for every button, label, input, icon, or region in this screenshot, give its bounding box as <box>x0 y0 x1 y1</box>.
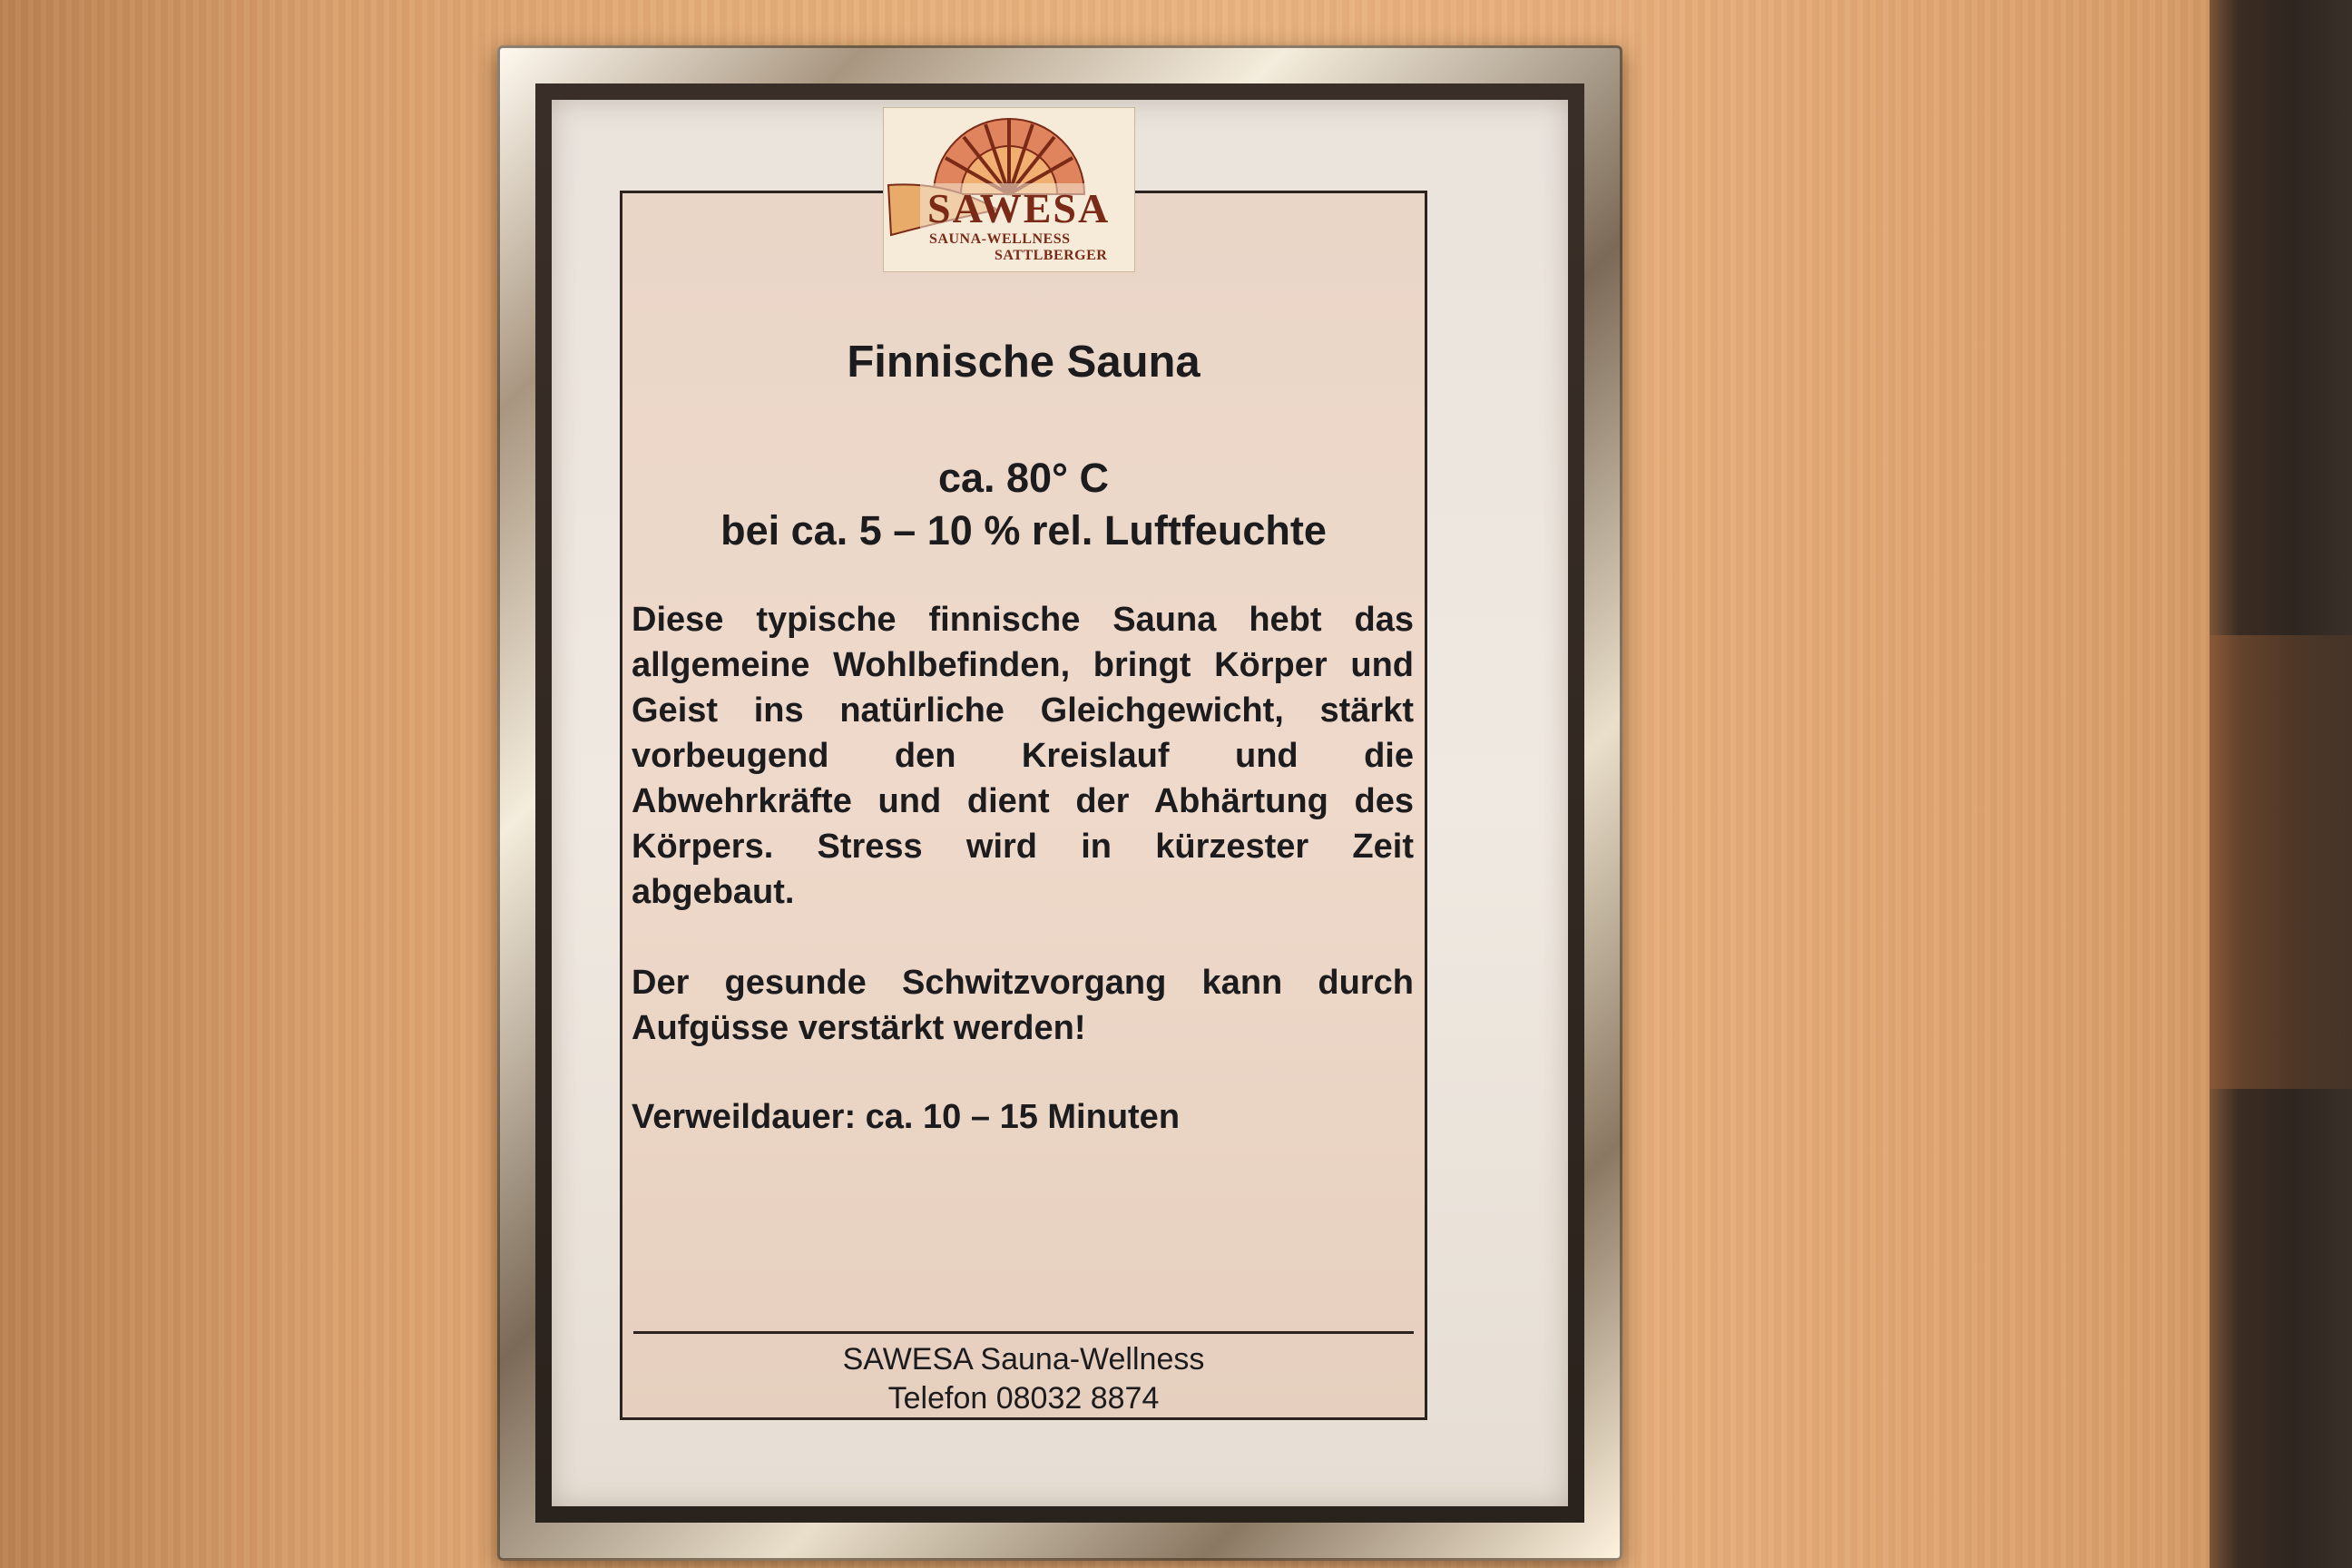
picture-frame <box>497 45 1622 1561</box>
footer-divider <box>633 1331 1414 1334</box>
footer-company: SAWESA Sauna-Wellness <box>842 1342 1205 1377</box>
humidity: bei ca. 5 – 10 % rel. Luftfeuchte <box>720 507 1327 554</box>
footer <box>622 1340 1425 1418</box>
door-gap-reflection <box>2210 635 2352 1089</box>
sign-title: Finnische Sauna <box>847 338 1200 387</box>
info-sheet <box>620 185 1427 1420</box>
logo-wordmark: SAWESA <box>927 185 1111 231</box>
passepartout-mat <box>552 100 1568 1506</box>
description-paragraph: Diese typische finnische Sauna hebt das allgemeine Wohlbefinden, bringt Körper und Geist ins natürliche Gleichgewicht, stärkt vorbeugend den Kreislauf und die Abwehrkräfte und dient der Abhärtung des Körpers. Stress wird in kürzester Zeit abgebaut. <box>632 601 1414 911</box>
frame-inner-edge <box>535 83 1584 1523</box>
logo-owner: SATTLBERGER <box>995 248 1108 263</box>
infusion-note: Der gesunde Schwitzvorgang kann durch Aufgüsse verstärkt werden! <box>632 964 1414 1047</box>
temperature: ca. 80° C <box>937 455 1110 501</box>
climate-info <box>622 452 1425 557</box>
sawesa-logo <box>883 107 1135 272</box>
duration-info: Verweildauer: ca. 10 – 15 Minuten <box>632 1098 1181 1136</box>
logo-subtitle: SAUNA-WELLNESS <box>929 231 1071 247</box>
footer-phone: Telefon 08032 8874 <box>887 1381 1160 1416</box>
